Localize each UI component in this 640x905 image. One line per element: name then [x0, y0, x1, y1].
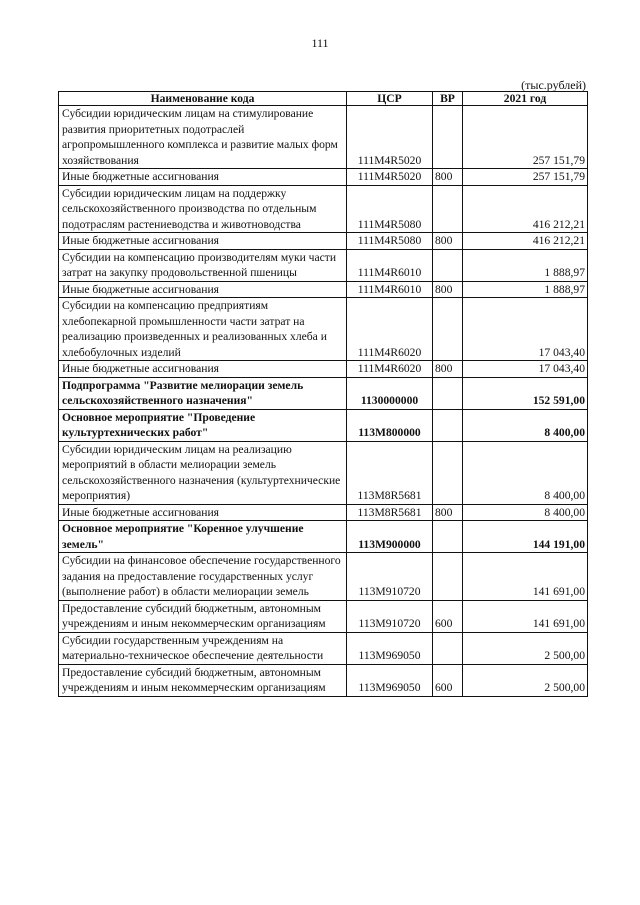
cell-csr: 113M800000: [347, 409, 433, 441]
cell-csr: 111M4R5080: [347, 185, 433, 233]
cell-vr: [433, 409, 463, 441]
cell-vr: [433, 553, 463, 601]
table-row: [59, 106, 588, 169]
cell-name: Предоставление субсидий бюджетным, автономным учреждениям и иным некоммерческим организациям: [59, 600, 347, 632]
cell-sum: 1 888,97: [463, 281, 588, 298]
table-row: [59, 185, 588, 233]
cell-vr: [433, 632, 463, 664]
table-row: [59, 521, 588, 553]
cell-csr: 113M910720: [347, 553, 433, 601]
cell-csr: 113M900000: [347, 521, 433, 553]
cell-name: Подпрограмма "Развитие мелиорации земель сельскохозяйственного назначения": [59, 377, 347, 409]
cell-csr: 113M8R5681: [347, 441, 433, 504]
cell-name: Субсидии на финансовое обеспечение государственного задания на предоставление государственных услуг (выполнение работ) в области мелиорации земель: [59, 553, 347, 601]
cell-csr: 113M8R5681: [347, 504, 433, 521]
cell-vr: 800: [433, 281, 463, 298]
table-row: [59, 553, 588, 601]
cell-name: Иные бюджетные ассигнования: [59, 361, 347, 378]
cell-name: Иные бюджетные ассигнования: [59, 504, 347, 521]
cell-csr: 111M4R6020: [347, 361, 433, 378]
cell-csr: 111M4R6010: [347, 281, 433, 298]
cell-name: Основное мероприятие "Проведение культуртехнических работ": [59, 409, 347, 441]
cell-name: Субсидии государственным учреждениям на материально-техническое обеспечение деятельности: [59, 632, 347, 664]
cell-vr: [433, 377, 463, 409]
cell-name: Субсидии юридическим лицам на реализацию мероприятий в области мелиорации земель сельскохозяйственного назначения (культуртехнические мероприятия): [59, 441, 347, 504]
cell-name: Иные бюджетные ассигнования: [59, 233, 347, 250]
table-row: [59, 281, 588, 298]
cell-vr: [433, 249, 463, 281]
cell-sum: 2 500,00: [463, 632, 588, 664]
cell-csr: 111M4R6010: [347, 249, 433, 281]
budget-table: [58, 91, 588, 697]
cell-csr: 111M4R6020: [347, 298, 433, 361]
cell-vr: [433, 521, 463, 553]
cell-csr: 113M969050: [347, 632, 433, 664]
cell-name: Иные бюджетные ассигнования: [59, 281, 347, 298]
cell-vr: 800: [433, 169, 463, 186]
table-row: [59, 441, 588, 504]
cell-name: Субсидии на компенсацию производителям муки части затрат на закупку продовольственной пшеницы: [59, 249, 347, 281]
table-row: [59, 233, 588, 250]
cell-csr: 111M4R5080: [347, 233, 433, 250]
cell-name: Субсидии на компенсацию предприятиям хлебопекарной промышленности части затрат на реализацию произведенных и реализованных хлеба и хлебобулочных изделий: [59, 298, 347, 361]
cell-vr: [433, 441, 463, 504]
table-row: [59, 664, 588, 696]
cell-vr: 800: [433, 361, 463, 378]
table-row: [59, 377, 588, 409]
header-name: Наименование кода: [59, 92, 347, 106]
cell-sum: 257 151,79: [463, 106, 588, 169]
header-csr: ЦСР: [347, 92, 433, 106]
cell-csr: 111M4R5020: [347, 169, 433, 186]
header-sum: 2021 год: [463, 92, 588, 106]
units-label: (тыс.рублей): [521, 78, 586, 92]
table-row: [59, 298, 588, 361]
cell-name: Субсидии юридическим лицам на поддержку сельскохозяйственного производства по отдельным подотраслям растениеводства и животноводства: [59, 185, 347, 233]
table-row: [59, 504, 588, 521]
cell-sum: 8 400,00: [463, 504, 588, 521]
cell-name: Основное мероприятие "Коренное улучшение земель": [59, 521, 347, 553]
cell-sum: 416 212,21: [463, 185, 588, 233]
cell-sum: 257 151,79: [463, 169, 588, 186]
cell-csr: 113M910720: [347, 600, 433, 632]
cell-name: Субсидии юридическим лицам на стимулирование развития приоритетных подотраслей агропромышленного комплекса и развитие малых форм хозяйствования: [59, 106, 347, 169]
cell-vr: 600: [433, 664, 463, 696]
cell-sum: 2 500,00: [463, 664, 588, 696]
cell-sum: 1 888,97: [463, 249, 588, 281]
cell-sum: 8 400,00: [463, 441, 588, 504]
table-row: [59, 632, 588, 664]
cell-vr: 800: [433, 504, 463, 521]
table-body: [59, 106, 588, 697]
cell-vr: [433, 298, 463, 361]
cell-vr: 800: [433, 233, 463, 250]
cell-sum: 416 212,21: [463, 233, 588, 250]
cell-sum: 141 691,00: [463, 553, 588, 601]
table-row: [59, 361, 588, 378]
cell-sum: 144 191,00: [463, 521, 588, 553]
table-row: [59, 169, 588, 186]
cell-csr: 111M4R5020: [347, 106, 433, 169]
table-row: [59, 409, 588, 441]
cell-name: Иные бюджетные ассигнования: [59, 169, 347, 186]
header-vr: ВР: [433, 92, 463, 106]
cell-vr: [433, 106, 463, 169]
table-row: [59, 600, 588, 632]
table-header-row: [59, 92, 588, 106]
cell-name: Предоставление субсидий бюджетным, автономным учреждениям и иным некоммерческим организациям: [59, 664, 347, 696]
cell-csr: 113M969050: [347, 664, 433, 696]
cell-sum: 17 043,40: [463, 361, 588, 378]
table-row: [59, 249, 588, 281]
cell-sum: 17 043,40: [463, 298, 588, 361]
cell-csr: 1130000000: [347, 377, 433, 409]
cell-sum: 141 691,00: [463, 600, 588, 632]
page-number: 111: [311, 36, 329, 50]
cell-sum: 8 400,00: [463, 409, 588, 441]
cell-vr: [433, 185, 463, 233]
cell-sum: 152 591,00: [463, 377, 588, 409]
cell-vr: 600: [433, 600, 463, 632]
